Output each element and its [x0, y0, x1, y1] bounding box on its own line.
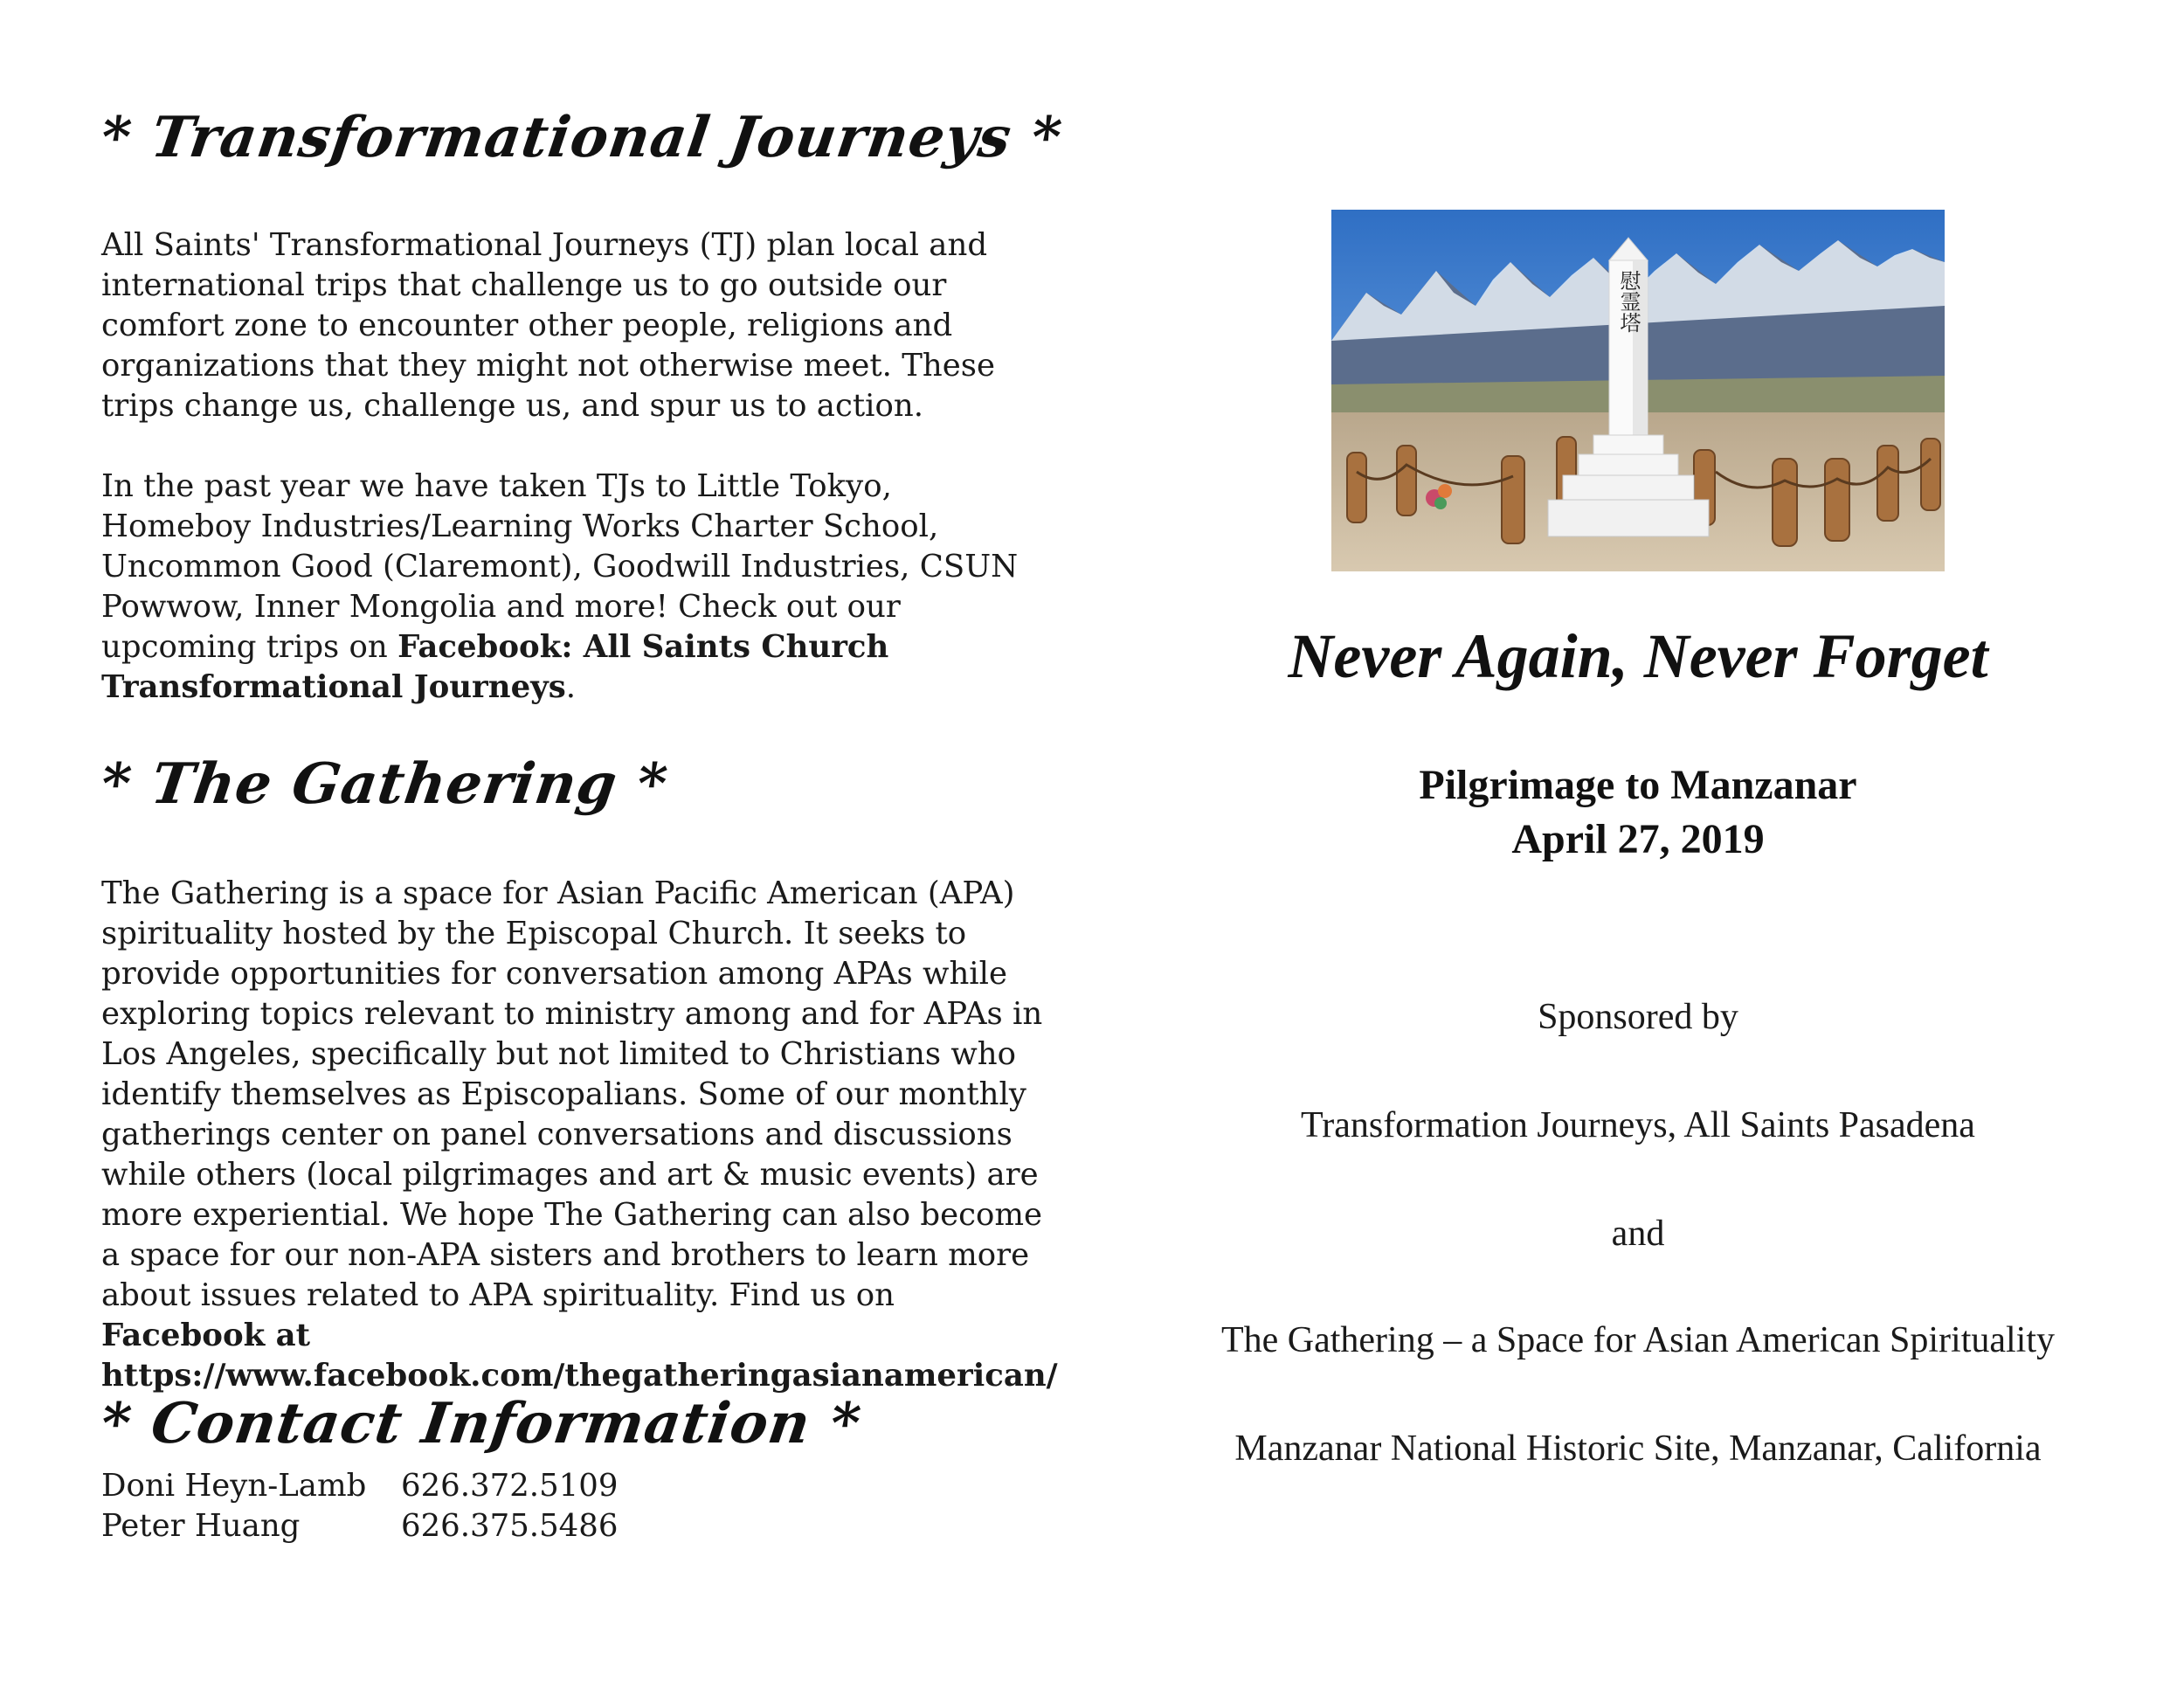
- event-subtitle: [1136, 758, 2140, 867]
- contact-phone: 626.372.5109: [401, 1468, 619, 1504]
- tj-paragraph-1: All Saints' Transformational Journeys (TJ) plan local and international trips that challenge us to go outside our comfort zone to encounter other people, religions and organizations that they might not otherwise meet. These trips change us, challenge us, and spur us to action.: [101, 227, 995, 424]
- event-name: Pilgrimage to Manzanar: [1419, 762, 1857, 808]
- gathering-paragraph: [101, 874, 1058, 1396]
- tj-paragraph-2-end: .: [565, 669, 577, 705]
- contact-name: Doni Heyn-Lamb: [101, 1468, 367, 1504]
- monument-inscription: 慰霊塔: [1616, 270, 1641, 333]
- sponsor-1: Transformation Journeys, All Saints Pasadena: [1301, 1105, 1975, 1145]
- gathering-heading: * The Gathering *: [96, 751, 673, 817]
- manzanar-monument-photo: [1331, 210, 1945, 571]
- contact-row: [101, 1466, 713, 1506]
- page-title: Never Again, Never Forget: [1288, 621, 1988, 691]
- contact-phone: 626.375.5486: [401, 1508, 619, 1544]
- sponsor-2: The Gathering – a Space for Asian American Spirituality: [1220, 1320, 2056, 1360]
- tj-paragraph-2: [101, 467, 1045, 708]
- contact-name: Peter Huang: [101, 1508, 301, 1544]
- event-date: April 27, 2019: [1511, 816, 1765, 862]
- gathering-facebook-link[interactable]: Facebook at https://www.facebook.com/thegatheringasianamerican/: [101, 1318, 1058, 1394]
- tj-facebook-link[interactable]: Facebook: All Saints Church Transformational Journeys: [101, 629, 889, 705]
- contact-heading: * Contact Information *: [96, 1391, 866, 1456]
- monument-illustration: [1331, 210, 1945, 571]
- contact-list: [101, 1466, 713, 1546]
- tj-paragraph-2-text: In the past year we have taken TJs to Little Tokyo, Homeboy Industries/Learning Works Charter School, Uncommon Good (Claremont), Goodwill Industries, CSUN Powwow, Inner Mongolia and more! Check out our upcoming trips on: [101, 468, 1019, 665]
- contact-row: [101, 1506, 713, 1546]
- gathering-paragraph-text: The Gathering is a space for Asian Pacific American (APA) spirituality hosted by the Episcopal Church. It seeks to provide opportunities for conversation among APAs while exploring topics relevant to ministry among and for APAs in Los Angeles, specifically but not limited to Christians who identify themselves as Episcopalians. Some of our monthly gatherings center on panel conversations and discussions while others (local pilgrimages and art & music events) are more experiential. We hope The Gathering can also become a space for our non-APA sisters and brothers to learn more about issues related to APA spirituality. Find us on: [101, 875, 1043, 1313]
- event-location: Manzanar National Historic Site, Manzanar, California: [1234, 1429, 2042, 1469]
- and-label: and: [1611, 1214, 1665, 1254]
- tj-heading: * Transformational Journeys *: [96, 105, 1067, 170]
- sponsored-by-label: Sponsored by: [1538, 997, 1738, 1037]
